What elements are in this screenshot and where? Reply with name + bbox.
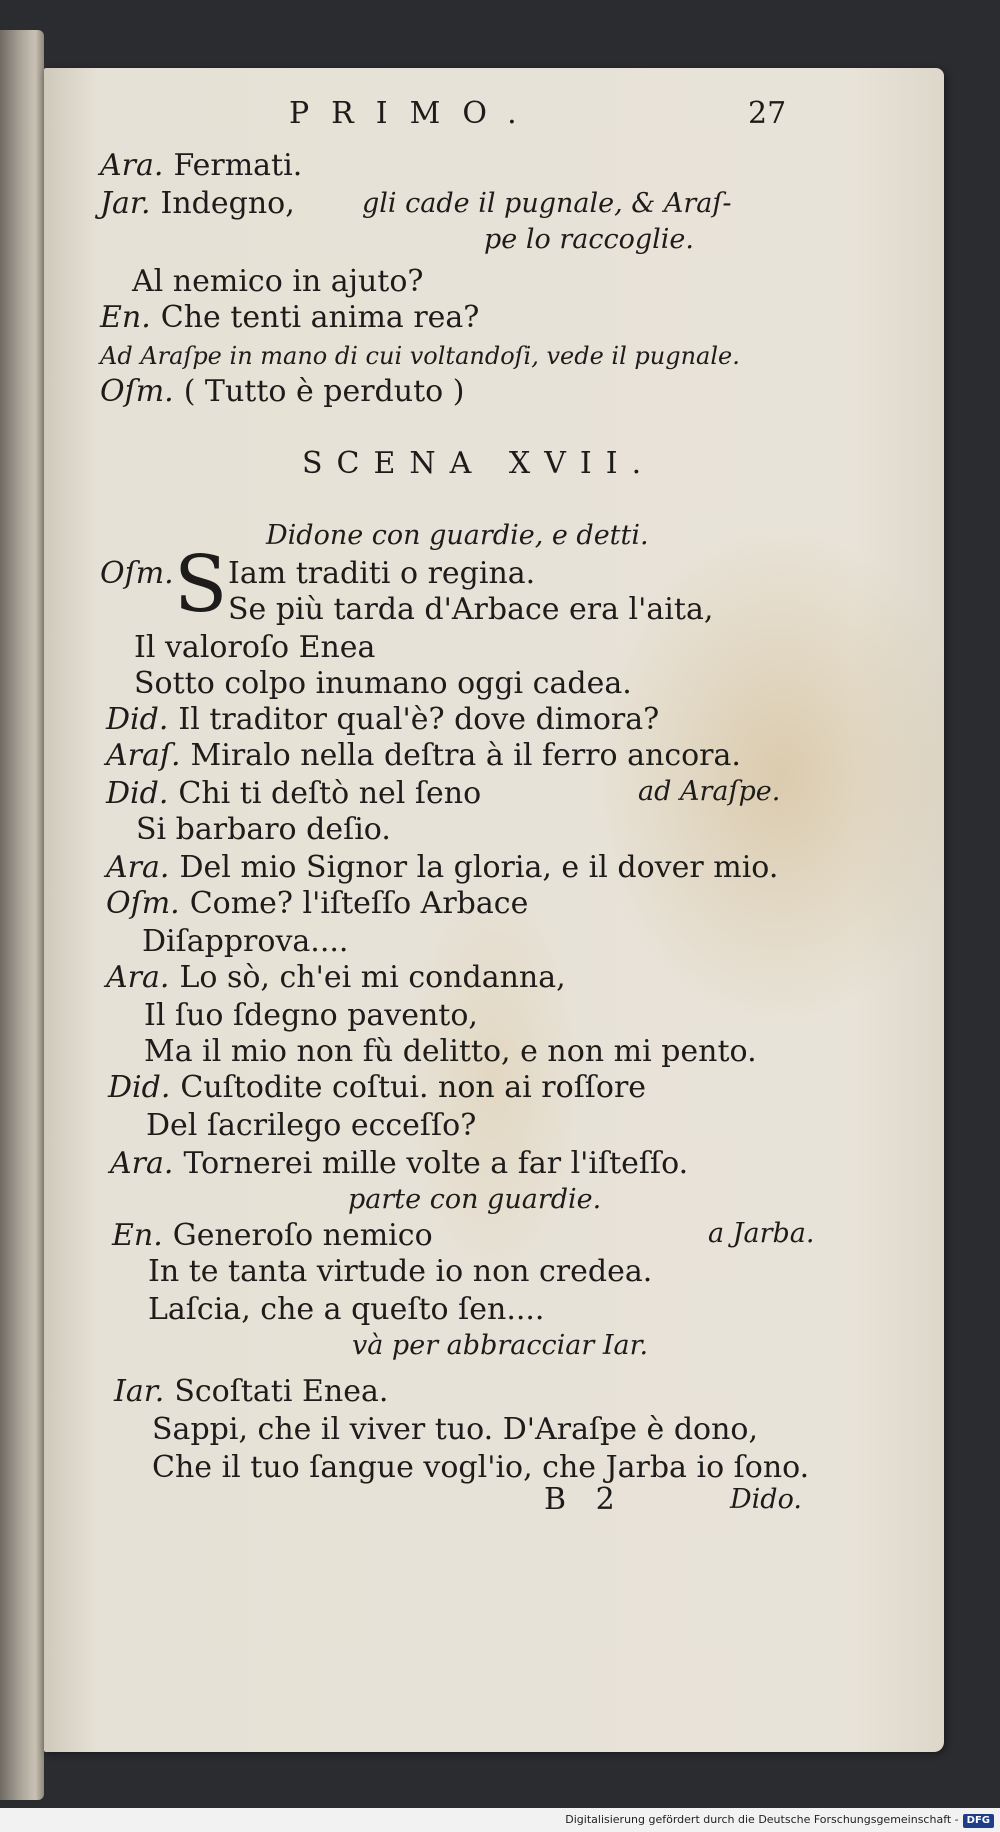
verse: Il ſuo ſdegno pavento, — [144, 998, 478, 1033]
stage-direction: gli cade il pugnale, & Araſ- — [362, 188, 732, 219]
line — [106, 960, 566, 996]
stage-direction: parte con guardie. — [348, 1184, 602, 1215]
line — [106, 850, 778, 886]
stage-direction: a Jarba. — [708, 1218, 815, 1249]
line — [106, 702, 659, 738]
speaker: Oſm. — [100, 556, 174, 591]
speaker: En. — [112, 1218, 163, 1253]
verse: Che il tuo ſangue vogl'io, che Jarba io ſono. — [152, 1450, 810, 1485]
verse: Miralo nella deſtra à il ferro ancora. — [190, 738, 741, 773]
signature-mark: B 2 — [544, 1482, 625, 1517]
verse: Ma il mio non fù delitto, e non mi pento. — [144, 1034, 757, 1069]
scene-persons: Didone con guardie, e detti. — [266, 520, 649, 551]
verse: Indegno, — [160, 186, 295, 221]
speaker: Did. — [106, 702, 169, 737]
line — [100, 148, 302, 184]
speaker: Iar. — [114, 1374, 165, 1409]
verse: Lo sò, ch'ei mi condanna, — [179, 960, 566, 995]
verse: Generoſo nemico — [172, 1218, 433, 1253]
speaker: Oſm. — [106, 886, 180, 921]
verse: Che tenti anima rea? — [160, 300, 480, 335]
verse: Cuſtodite coſtui. non ai roſſore — [180, 1070, 647, 1105]
line — [106, 776, 481, 812]
line — [100, 374, 464, 410]
line — [108, 1070, 646, 1106]
book-page — [44, 68, 944, 1752]
verse: Come? l'iſteſſo Arbace — [189, 886, 529, 921]
catchword: Dido. — [730, 1484, 802, 1515]
speaker: Oſm. — [100, 374, 174, 409]
verse: Tornerei mille volte a far l'iſteſſo. — [183, 1146, 689, 1181]
line — [100, 300, 479, 336]
line — [114, 1374, 388, 1410]
initial-letter: S — [174, 540, 228, 630]
verse: Sotto colpo inumano oggi cadea. — [134, 666, 632, 701]
verse: Il valoroſo Enea — [134, 630, 376, 665]
verse: Scoſtati Enea. — [174, 1374, 389, 1409]
scene-title: SCENA XVII. — [302, 446, 656, 481]
speaker: Ara. — [106, 850, 170, 885]
verse: Si barbaro deſio. — [136, 812, 391, 847]
line — [110, 1146, 688, 1182]
facing-page-edge — [0, 30, 44, 1800]
digitization-footer — [0, 1808, 1000, 1832]
dfg-logo: DFG — [963, 1814, 994, 1828]
speaker: Ara. — [106, 960, 170, 995]
line — [100, 186, 295, 222]
verse: Diſapprova.... — [142, 924, 349, 959]
verse: ( Tutto è perduto ) — [183, 374, 465, 409]
speaker: Ara. — [110, 1146, 174, 1181]
stage-direction: và per abbracciar Iar. — [352, 1330, 649, 1361]
page-number: 27 — [748, 96, 787, 131]
verse: Sappi, che il viver tuo. D'Araſpe è dono, — [152, 1412, 759, 1447]
line — [106, 738, 741, 774]
speaker: Did. — [108, 1070, 171, 1105]
verse: Al nemico in ajuto? — [132, 264, 424, 299]
speaker: Araſ. — [106, 738, 181, 773]
stage-direction: pe lo raccoglie. — [484, 224, 694, 255]
line — [112, 1218, 433, 1254]
verse: Fermati. — [173, 148, 303, 183]
speaker: Jar. — [100, 186, 151, 221]
verse: Se più tarda d'Arbace era l'aita, — [228, 592, 714, 627]
verse: Chi ti deſtò nel ſeno — [178, 776, 482, 811]
verse: Del ſacrilego ecceſſo? — [146, 1108, 477, 1143]
line — [100, 556, 184, 592]
stage-direction: ad Araſpe. — [638, 776, 781, 807]
speaker: En. — [100, 300, 151, 335]
verse: In te tanta virtude io non credea. — [148, 1254, 653, 1289]
verse: Iam traditi o regina. — [228, 556, 536, 591]
verse: Laſcia, che a queſto ſen.... — [148, 1292, 545, 1327]
speaker: Ara. — [100, 148, 164, 183]
running-title: PRIMO. — [289, 96, 539, 131]
verse: Del mio Signor la gloria, e il dover mio. — [179, 850, 779, 885]
line — [106, 886, 528, 922]
speaker: Did. — [106, 776, 169, 811]
stage-direction: Ad Araſpe in mano di cui voltandoſi, vede il pugnale. — [100, 342, 740, 370]
verse: Il traditor qual'è? dove dimora? — [178, 702, 660, 737]
footer-text: Digitalisierung gefördert durch die Deutsche Forschungsgemeinschaft - — [565, 1813, 959, 1826]
